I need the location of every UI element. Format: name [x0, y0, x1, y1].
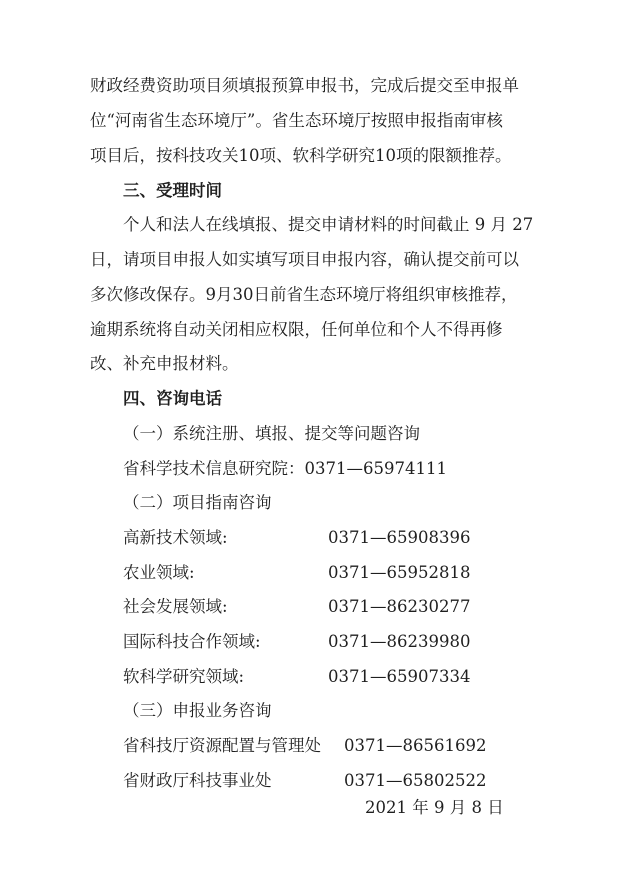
- paragraph-line: 个人和法人在线填报、提交申请材料的时间截止 9 月 27: [123, 215, 534, 234]
- phone-number: 0371—86230277: [328, 597, 471, 616]
- contact-label: 省科技厅资源配置与管理处: [123, 736, 321, 755]
- contact-label: 省财政厅科技事业处: [123, 771, 272, 790]
- paragraph-line: 日，请项目申报人如实填写项目申报内容，确认提交前可以: [90, 250, 519, 269]
- phone-number: 0371—65908396: [328, 528, 471, 547]
- phone-number: 0371—65802522: [344, 771, 487, 790]
- subsection-title: （三）申报业务咨询: [123, 701, 272, 720]
- paragraph-line: 逾期系统将自动关闭相应权限，任何单位和个人不得再修: [90, 320, 503, 339]
- subsection-title: （二）项目指南咨询: [123, 493, 272, 512]
- contact-label: 社会发展领域:: [123, 597, 228, 616]
- section-heading: 三、受理时间: [123, 181, 222, 200]
- paragraph-line: 项目后，按科技攻关10项、软科学研究10项的限额推荐。: [90, 146, 512, 165]
- phone-number: 0371—86561692: [344, 736, 487, 755]
- paragraph-line: 位“河南省生态环境厅”。省生态环境厅按照申报指南审核: [90, 111, 503, 130]
- contact-label: 农业领域:: [123, 563, 195, 582]
- paragraph-line: 改、补充申报材料。: [90, 354, 239, 373]
- contact-label: 软科学研究领域:: [123, 667, 245, 686]
- phone-number: 0371—65952818: [328, 563, 471, 582]
- phone-number: 0371—86239980: [328, 632, 471, 651]
- subsection-title: （一）系统注册、填报、提交等问题咨询: [123, 424, 420, 443]
- section-heading: 四、咨询电话: [123, 389, 222, 408]
- document-date: 2021 年 9 月 8 日: [365, 798, 504, 817]
- contact-label: 高新技术领域:: [123, 528, 228, 547]
- paragraph-line: 多次修改保存。9月30日前省生态环境厅将组织审核推荐，: [90, 285, 518, 304]
- contact-line: 省科学技术信息研究院：0371—65974111: [123, 459, 447, 478]
- phone-number: 0371—65907334: [328, 667, 471, 686]
- paragraph-line: 财政经费资助项目须填报预算申报书，完成后提交至申报单: [90, 76, 519, 95]
- contact-label: 国际科技合作领域:: [123, 632, 261, 651]
